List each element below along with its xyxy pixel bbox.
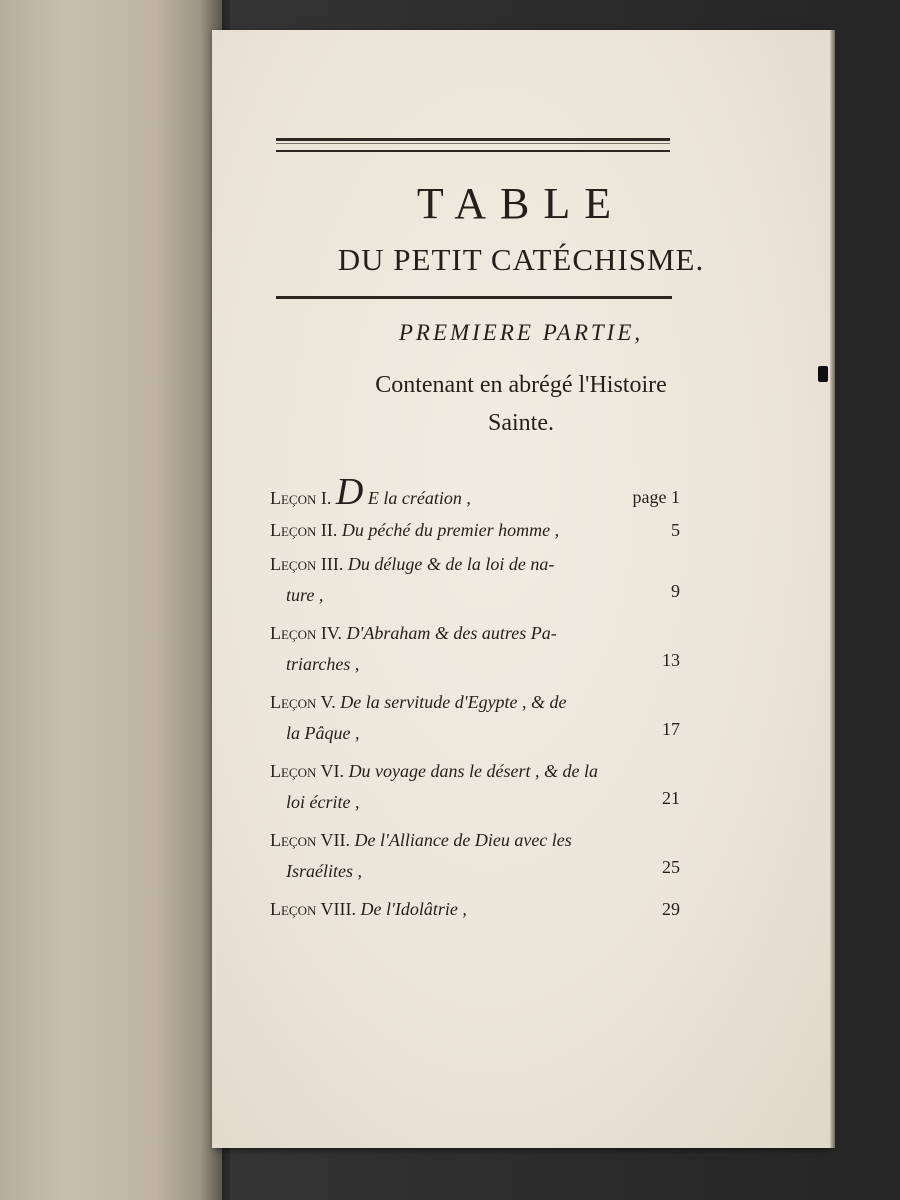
toc-entry [270,471,680,513]
page-subtitle: DU PETIT CATÉCHISME. [337,242,705,277]
lesson-title-cont: ture , [286,585,324,605]
facing-page [0,0,222,1200]
toc-entry [270,825,680,893]
lesson-title: E la création , [367,488,471,508]
page-number: 13 [662,650,680,670]
table-of-contents [270,471,680,925]
toc-entry [270,687,680,755]
lesson-title: De la servitude d'Egypte , & de [340,692,567,712]
lesson-number: Leçon I. [270,488,332,508]
lesson-title-cont: triarches , [286,654,360,674]
lesson-number: Leçon VI. [270,761,345,781]
lesson-number: Leçon VIII. [270,899,357,919]
title-rule [276,296,672,299]
lesson-number: Leçon II. [270,520,338,540]
lesson-number: Leçon VII. [270,830,351,850]
toc-entry [270,756,680,824]
lesson-title: Du voyage dans le désert , & de la [348,761,599,781]
section-description: Contenant en abrégé l'Histoire [375,372,667,398]
page-number: 17 [662,719,680,739]
lesson-title: De l'Alliance de Dieu avec les [354,830,572,850]
lesson-number: Leçon III. [270,554,344,574]
toc-entry [270,515,680,546]
page-number: 25 [662,857,680,877]
page-title: TABLE [416,179,626,228]
page-edge [830,30,835,1148]
lesson-number: Leçon V. [270,692,336,712]
page-tab-mark [818,366,828,382]
lesson-title-cont: loi écrite , [286,792,360,812]
section-description-cont: Sainte. [488,410,554,436]
lesson-title: D'Abraham & des autres Pa- [346,623,557,643]
section-heading: PREMIERE PARTIE, [398,320,644,345]
lesson-number: Leçon IV. [270,623,343,643]
lesson-title: Du déluge & de la loi de na- [347,554,555,574]
drop-cap: D [335,471,364,513]
page-number: 29 [662,899,680,919]
page-number: 5 [671,520,680,540]
toc-entry [270,894,680,925]
book-page [212,30,830,1148]
toc-entry [270,618,680,686]
page-number: 21 [662,788,680,808]
page-number: page 1 [632,487,680,507]
top-rule [276,138,670,152]
page-number: 9 [671,581,680,601]
lesson-title-cont: Israélites , [286,861,362,881]
lesson-title: De l'Idolâtrie , [360,899,467,919]
lesson-title-cont: la Pâque , [286,723,360,743]
lesson-title: Du péché du premier homme , [341,520,560,540]
toc-entry [270,549,680,617]
